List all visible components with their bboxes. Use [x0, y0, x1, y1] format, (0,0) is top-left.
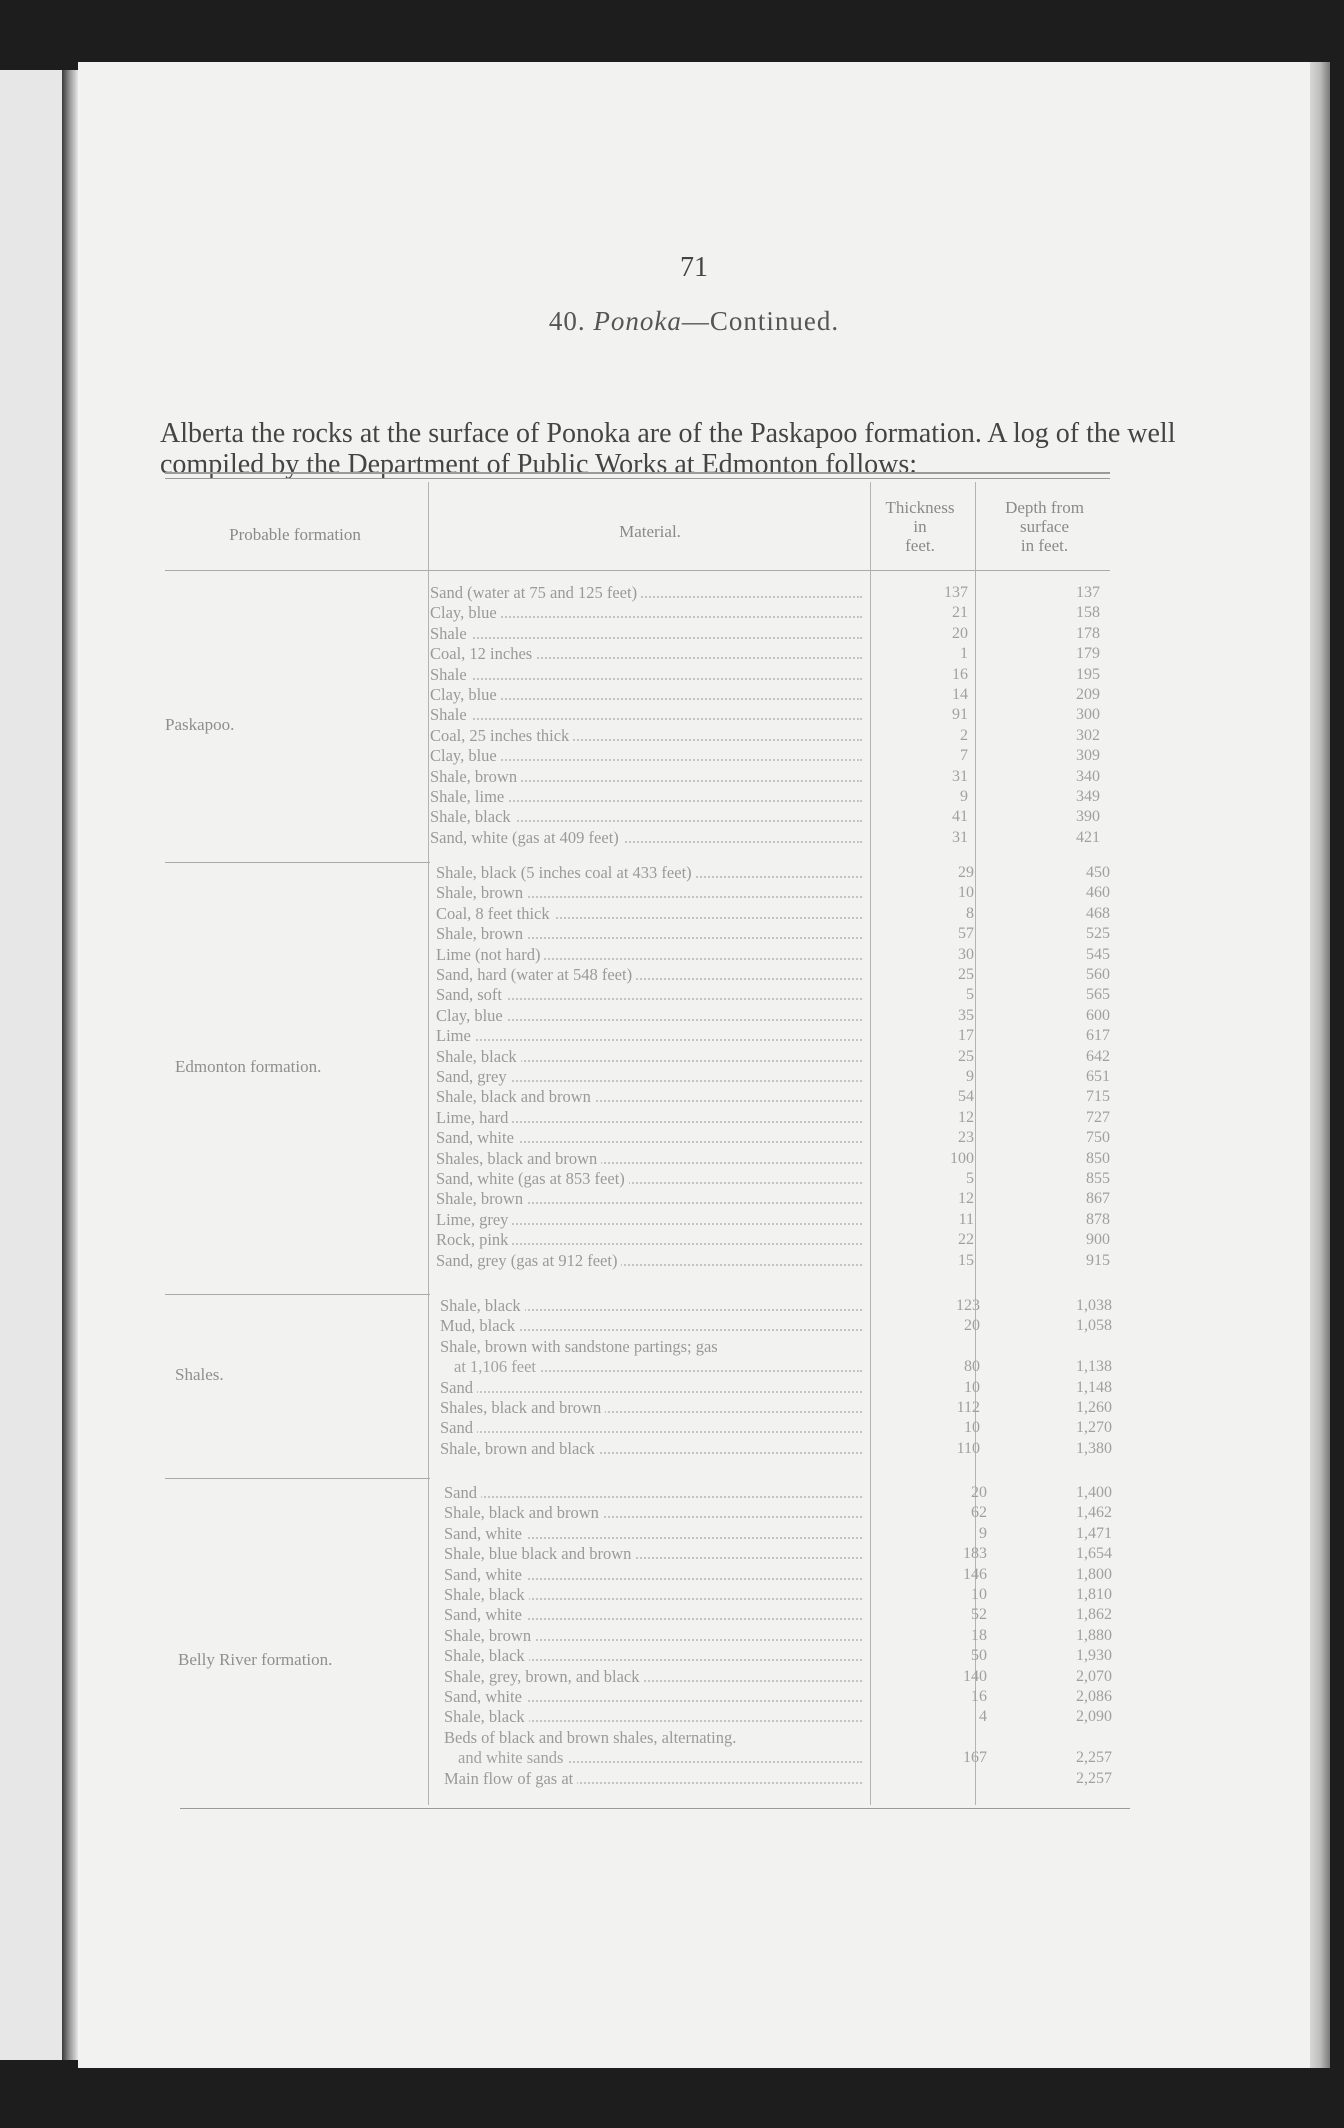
table-top-rule-2	[165, 478, 1110, 479]
depth-cell: 855	[1086, 1170, 1110, 1187]
material-text: Sand	[440, 1378, 477, 1397]
material-text: Shale, black	[436, 1047, 521, 1066]
material-cell	[436, 883, 862, 903]
depth-cell: 2,070	[1076, 1667, 1112, 1685]
thickness-cell	[927, 1728, 987, 1748]
depth-cell: 1,138	[1076, 1358, 1112, 1376]
material-text: Lime (not hard)	[436, 945, 544, 964]
material-cell	[444, 1707, 862, 1727]
thickness-cell: 10	[971, 1586, 987, 1603]
depth-cell: 349	[1076, 788, 1100, 805]
thickness-cell: 21	[952, 604, 968, 622]
thickness-cell: 22	[958, 1231, 974, 1249]
depth-cell: 915	[1086, 1251, 1110, 1269]
thickness-cell: 14	[952, 686, 968, 703]
thickness-cell: 10	[964, 1419, 980, 1437]
depth-cell: 179	[1076, 645, 1100, 663]
material-text: Sand, white	[444, 1524, 526, 1543]
depth-cell: 1,862	[1076, 1606, 1112, 1624]
material-text: Coal, 12 inches	[430, 644, 536, 663]
depth-cell: 900	[1086, 1231, 1110, 1249]
binding-shadow	[62, 70, 78, 2060]
header-thickness-line: in	[913, 517, 927, 536]
material-cell	[436, 1169, 862, 1189]
thickness-cell: 62	[971, 1504, 987, 1522]
thickness-cell: 20	[964, 1317, 980, 1335]
material-cell	[436, 985, 862, 1005]
depth-cell: 727	[1086, 1108, 1110, 1126]
thickness-cell: 12	[958, 1108, 974, 1126]
thickness-cell	[927, 1769, 987, 1789]
thickness-cell: 5	[966, 986, 974, 1004]
material-text: Sand, grey (gas at 912 feet)	[436, 1251, 621, 1270]
material-text: Shale, black	[430, 807, 515, 826]
depth-cell: 642	[1086, 1047, 1110, 1065]
material-text: Sand, white	[444, 1605, 526, 1624]
material-cell	[444, 1524, 862, 1544]
material-text: Shale, black	[444, 1646, 529, 1665]
thickness-cell: 8	[966, 904, 974, 922]
thickness-cell: 25	[958, 966, 974, 983]
depth-cell: 2,086	[1076, 1688, 1112, 1705]
material-text: Shale, black and brown	[444, 1503, 603, 1522]
depth-cell: 1,462	[1076, 1504, 1112, 1522]
material-text: Lime	[436, 1026, 475, 1045]
thickness-cell: 9	[960, 788, 968, 805]
thickness-cell: 31	[952, 767, 968, 785]
material-cell	[444, 1728, 862, 1748]
depth-cell: 715	[1086, 1088, 1110, 1106]
leader-dots	[444, 1496, 862, 1498]
thickness-cell: 12	[958, 1190, 974, 1208]
material-text: Sand	[444, 1483, 481, 1502]
book-page	[78, 62, 1310, 2068]
group-separator	[165, 1478, 430, 1479]
group-separator	[165, 862, 430, 863]
material-text: Shale, lime	[430, 787, 508, 806]
thickness-cell: 20	[971, 1484, 987, 1501]
material-cell	[436, 1210, 862, 1230]
header-probable-formation: Probable formation	[229, 525, 361, 544]
material-text: Shales, black and brown	[436, 1149, 601, 1168]
facing-page-edge	[0, 70, 66, 2060]
material-cell	[430, 624, 862, 644]
header-depth	[982, 498, 1107, 555]
material-text: Sand	[440, 1418, 477, 1437]
material-text: Sand, grey	[436, 1067, 511, 1086]
material-cell	[436, 1047, 862, 1067]
thickness-cell: 5	[966, 1170, 974, 1187]
material-text: Shale	[430, 624, 471, 643]
thickness-cell: 52	[971, 1606, 987, 1624]
depth-cell: 158	[1076, 604, 1100, 622]
material-text: Clay, blue	[430, 685, 501, 704]
material-cell	[444, 1687, 862, 1707]
material-cell	[436, 965, 862, 985]
running-head-number: 40.	[548, 306, 586, 336]
thickness-cell: 16	[952, 665, 968, 683]
header-thickness-line: feet.	[905, 536, 935, 555]
thickness-cell: 1	[960, 645, 968, 663]
thickness-cell: 31	[952, 828, 968, 846]
material-text: Coal, 8 feet thick	[436, 904, 554, 923]
material-cell	[430, 685, 862, 705]
material-cell	[436, 1006, 862, 1026]
depth-cell: 545	[1086, 945, 1110, 963]
material-text: Shale, black	[444, 1585, 529, 1604]
material-text: Lime, hard	[436, 1108, 512, 1127]
leader-dots	[430, 718, 862, 720]
thickness-cell: 10	[958, 884, 974, 902]
formation-label: Paskapoo.	[165, 715, 235, 734]
material-text: Shale, grey, brown, and black	[444, 1667, 644, 1686]
depth-cell: 525	[1086, 925, 1110, 943]
depth-cell: 137	[1076, 584, 1100, 601]
thickness-cell: 18	[971, 1626, 987, 1644]
material-cell	[436, 924, 862, 944]
thickness-cell: 23	[958, 1129, 974, 1147]
material-cell	[440, 1296, 862, 1316]
depth-cell: 1,800	[1076, 1565, 1112, 1583]
depth-cell: 1,380	[1076, 1439, 1112, 1457]
material-text: Rock, pink	[436, 1230, 512, 1249]
thickness-cell: 100	[950, 1149, 974, 1167]
depth-cell: 2,257	[1076, 1749, 1112, 1767]
formation-label: Edmonton formation.	[175, 1057, 322, 1076]
depth-cell: 209	[1076, 686, 1100, 703]
material-cell	[440, 1316, 862, 1336]
material-cell	[444, 1626, 862, 1646]
material-cell	[440, 1378, 862, 1398]
depth-cell: 1,400	[1076, 1484, 1112, 1501]
material-cell	[436, 863, 862, 883]
material-text: Shale, brown with sandstone partings; gas	[440, 1337, 722, 1356]
material-cell	[444, 1483, 862, 1503]
material-cell	[436, 904, 862, 924]
material-text: and white sands	[458, 1748, 567, 1767]
header-thickness-line: Thickness	[885, 498, 955, 517]
material-cell	[444, 1667, 862, 1687]
depth-cell: 1,930	[1076, 1647, 1112, 1665]
material-text: Shale, brown and black	[440, 1439, 599, 1458]
thickness-cell: 91	[952, 706, 968, 724]
material-text: Shale, brown	[436, 1189, 527, 1208]
depth-cell: 302	[1076, 726, 1100, 744]
material-text: Shale, black (5 inches coal at 433 feet)	[436, 863, 696, 882]
thickness-cell: 35	[958, 1006, 974, 1024]
depth-cell: 2,090	[1076, 1708, 1112, 1726]
thickness-cell: 9	[979, 1524, 987, 1542]
thickness-cell: 2	[960, 726, 968, 744]
material-text: Clay, blue	[436, 1006, 507, 1025]
running-head-place: Ponoka	[593, 306, 682, 336]
material-cell	[436, 1251, 862, 1271]
material-cell	[444, 1503, 862, 1523]
thickness-cell: 29	[958, 864, 974, 881]
depth-cell: 617	[1086, 1027, 1110, 1045]
material-text: Sand, white (gas at 409 feet)	[430, 828, 623, 847]
depth-cell: 300	[1076, 706, 1100, 724]
material-cell	[444, 1565, 862, 1585]
depth-cell: 309	[1076, 747, 1100, 765]
material-text: Beds of black and brown shales, alternating.	[444, 1728, 740, 1747]
depth-cell: 390	[1076, 808, 1100, 826]
header-depth-line: Depth from	[1005, 498, 1084, 517]
depth-cell: 460	[1086, 884, 1110, 902]
material-cell	[444, 1544, 862, 1564]
material-cell	[444, 1769, 862, 1789]
material-cell	[430, 787, 862, 807]
thickness-cell: 10	[964, 1378, 980, 1396]
depth-cell: 178	[1076, 624, 1100, 642]
material-cell	[436, 1128, 862, 1148]
material-cell	[440, 1398, 862, 1418]
material-cell	[430, 807, 862, 827]
thickness-cell: 140	[963, 1667, 987, 1685]
material-text: Shale, blue black and brown	[444, 1544, 635, 1563]
material-cell	[436, 1149, 862, 1169]
material-cell	[444, 1605, 862, 1625]
material-cell	[430, 603, 862, 623]
thickness-cell: 137	[944, 584, 968, 601]
group-separator	[165, 1294, 430, 1295]
material-text: Clay, blue	[430, 603, 501, 622]
material-cell	[430, 665, 862, 685]
depth-cell: 651	[1086, 1068, 1110, 1085]
depth-cell: 1,148	[1076, 1378, 1112, 1396]
material-cell	[440, 1418, 862, 1438]
material-text: Lime, grey	[436, 1210, 512, 1229]
depth-cell: 1,270	[1076, 1419, 1112, 1437]
intro-paragraph: Alberta the rocks at the surface of Ponoka are of the Paskapoo formation. A log of the well compiled by the Department of Public Works at Edmonton follows:	[160, 418, 1176, 480]
material-text: Sand, soft	[436, 985, 506, 1004]
thickness-cell: 112	[956, 1399, 980, 1416]
page-number: 71	[680, 252, 708, 283]
thickness-cell: 183	[963, 1545, 987, 1563]
material-cell	[458, 1748, 862, 1768]
material-cell	[430, 828, 862, 848]
header-material: Material.	[619, 522, 681, 541]
thickness-cell: 17	[958, 1027, 974, 1045]
running-head-suffix: —Continued.	[681, 306, 840, 336]
material-text: at 1,106 feet	[454, 1357, 540, 1376]
leader-dots	[436, 1039, 862, 1041]
material-text: Sand, hard (water at 548 feet)	[436, 965, 636, 984]
material-text: Clay, blue	[430, 746, 501, 765]
col-line-thickness	[870, 482, 871, 1805]
header-depth-line: surface	[1019, 517, 1070, 536]
thickness-cell: 50	[971, 1647, 987, 1665]
thickness-cell: 7	[960, 747, 968, 765]
depth-cell: 2,257	[1076, 1769, 1112, 1787]
thickness-cell: 41	[952, 808, 968, 826]
depth-cell: 1,058	[1076, 1317, 1112, 1335]
header-thickness	[870, 498, 970, 555]
depth-cell: 340	[1076, 767, 1100, 785]
depth-cell: 195	[1076, 665, 1100, 683]
leader-dots	[430, 637, 862, 639]
depth-cell: 1,880	[1076, 1626, 1112, 1644]
material-text: Shale, brown	[436, 924, 527, 943]
material-cell	[436, 1230, 862, 1250]
thickness-cell: 30	[958, 945, 974, 963]
thickness-cell: 146	[963, 1565, 987, 1583]
depth-cell	[1022, 1337, 1112, 1357]
depth-cell: 1,810	[1076, 1586, 1112, 1603]
material-cell	[436, 945, 862, 965]
depth-cell: 1,471	[1076, 1524, 1112, 1542]
thickness-cell: 167	[963, 1749, 987, 1767]
depth-cell: 750	[1086, 1129, 1110, 1147]
thickness-cell: 57	[958, 925, 974, 943]
material-cell	[430, 644, 862, 664]
material-text: Sand, white	[444, 1565, 526, 1584]
thickness-cell: 110	[956, 1439, 980, 1457]
table-bottom-rule	[180, 1808, 1130, 1809]
material-cell	[430, 583, 862, 603]
depth-cell: 450	[1086, 864, 1110, 881]
material-text: Shale, black and brown	[436, 1087, 595, 1106]
material-text: Shale	[430, 665, 471, 684]
table-top-rule	[165, 472, 1110, 474]
formation-label: Belly River formation.	[178, 1650, 333, 1669]
leader-dots	[430, 678, 862, 680]
material-cell	[430, 746, 862, 766]
formation-label: Shales.	[175, 1365, 224, 1384]
thickness-cell: 11	[958, 1210, 974, 1228]
thickness-cell: 80	[964, 1358, 980, 1376]
material-cell	[436, 1108, 862, 1128]
thickness-cell: 25	[958, 1047, 974, 1065]
material-text: Shales, black and brown	[440, 1398, 605, 1417]
material-cell	[440, 1337, 862, 1357]
header-depth-line: in feet.	[1020, 536, 1069, 555]
thickness-cell: 4	[979, 1708, 987, 1726]
material-text: Sand, white	[444, 1687, 526, 1706]
thickness-cell: 54	[958, 1088, 974, 1106]
material-cell	[444, 1646, 862, 1666]
material-cell	[436, 1087, 862, 1107]
material-text: Shale, brown	[444, 1626, 535, 1645]
material-cell	[436, 1189, 862, 1209]
depth-cell: 867	[1086, 1190, 1110, 1208]
material-cell	[436, 1026, 862, 1046]
material-text: Shale	[430, 705, 471, 724]
material-cell	[436, 1067, 862, 1087]
thickness-cell: 20	[952, 624, 968, 642]
thickness-cell: 123	[956, 1297, 980, 1314]
thickness-cell: 15	[958, 1251, 974, 1269]
depth-cell: 878	[1086, 1210, 1110, 1228]
depth-cell: 1,260	[1076, 1399, 1112, 1416]
col-line-material	[428, 482, 429, 1805]
material-cell	[430, 767, 862, 787]
depth-cell: 1,654	[1076, 1545, 1112, 1563]
depth-cell: 565	[1086, 986, 1110, 1004]
depth-cell: 560	[1086, 966, 1110, 983]
header-bottom-rule	[165, 570, 1110, 571]
material-cell	[430, 726, 862, 746]
material-text: Sand, white	[436, 1128, 518, 1147]
thickness-cell	[920, 1337, 980, 1357]
depth-cell: 850	[1086, 1149, 1110, 1167]
material-text: Main flow of gas at	[444, 1769, 577, 1788]
material-cell	[430, 705, 862, 725]
depth-cell: 600	[1086, 1006, 1110, 1024]
depth-cell: 468	[1086, 904, 1110, 922]
material-text: Sand, white (gas at 853 feet)	[436, 1169, 629, 1188]
leader-dots	[440, 1431, 862, 1433]
material-cell	[454, 1357, 862, 1377]
material-text: Sand (water at 75 and 125 feet)	[430, 583, 641, 602]
material-cell	[440, 1439, 862, 1459]
depth-cell: 1,038	[1076, 1297, 1112, 1314]
material-text: Coal, 25 inches thick	[430, 726, 573, 745]
material-text: Shale, black	[444, 1707, 529, 1726]
material-text: Shale, brown	[436, 883, 527, 902]
material-text: Shale, black	[440, 1296, 525, 1315]
leader-dots	[440, 1391, 862, 1393]
thickness-cell: 16	[971, 1688, 987, 1705]
depth-cell	[1022, 1728, 1112, 1748]
material-text: Shale, brown	[430, 767, 521, 786]
depth-cell: 421	[1076, 828, 1100, 846]
thickness-cell: 9	[966, 1068, 974, 1085]
page-edge-right	[1310, 62, 1330, 2068]
material-cell	[444, 1585, 862, 1605]
material-text: Mud, black	[440, 1316, 519, 1335]
running-head	[78, 306, 1310, 337]
